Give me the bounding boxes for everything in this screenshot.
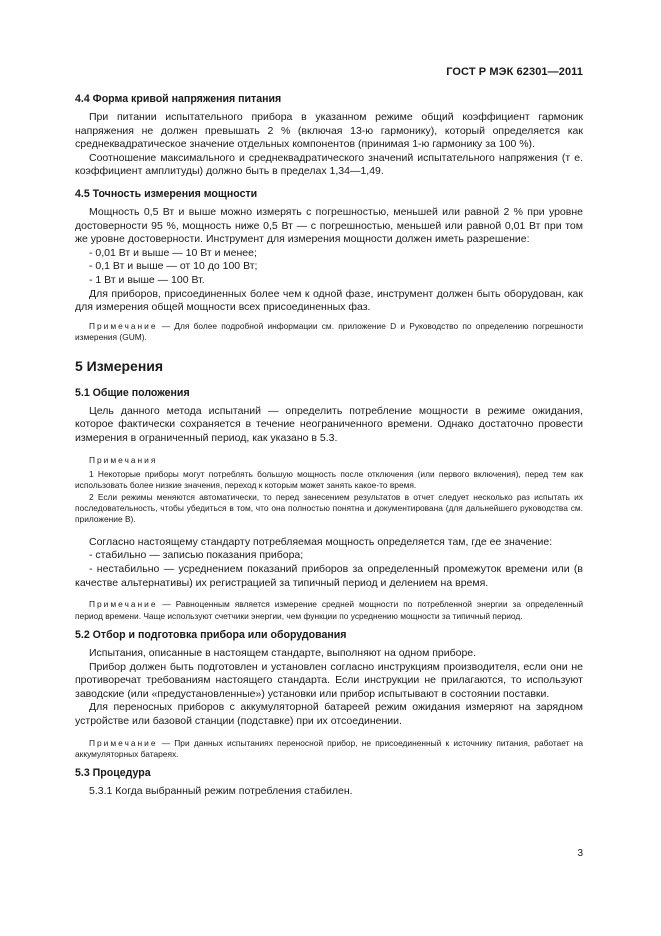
list-item: - стабильно — записью показания прибора; xyxy=(89,549,304,562)
page-number: 3 xyxy=(577,848,583,859)
note-label: Примечание xyxy=(89,320,158,331)
section-5-2-title: 5.2 Отбор и подготовка прибора или оборудования xyxy=(75,628,347,641)
list-item: - 1 Вт и выше — 100 Вт. xyxy=(89,273,205,286)
notes-heading: Примечания xyxy=(89,455,158,466)
paragraph: Для переносных приборов с аккумуляторной батареей режим ожидания измеряют на зарядном устройстве или базовой станции (подставке) при их отсоединении. xyxy=(75,701,583,727)
note-text: — Равноценным является измерение средней мощности по потребленной энергии за определенный период времени. Чаще используют счетчики энергии, чем функции по усреднению мощности за типичный период. xyxy=(75,599,583,621)
note-text: — Для более подробной информации см. приложение D и Руководство по определению погрешности измерения (GUM). xyxy=(75,320,583,343)
note xyxy=(75,599,583,622)
note-label: Примечание xyxy=(89,737,158,748)
note xyxy=(75,321,583,344)
list-item: - 0,1 Вт и выше — от 10 до 100 Вт; xyxy=(89,260,258,273)
paragraph: Для приборов, присоединенных более чем к одной фазе, инструмент должен быть оборудован, как для измерения общей мощности всех присоединенных фаз. xyxy=(75,287,583,314)
section-5-1-title: 5.1 Общие положения xyxy=(75,386,190,399)
note-item: 2 Если режимы меняются автоматически, то перед занесением результатов в отчет следует несколько раз испытать их последовательность, чтобы убедиться в том, что она полностью понятна и документирована (для дальнейшего руководства см. приложение В). xyxy=(75,491,583,525)
note-item: 1 Некоторые приборы могут потреблять большую мощность после отключения (или первого включения), перед тем как использовать более низкие значения, переход к которым может занять какое-то время. xyxy=(75,468,583,491)
note xyxy=(75,738,583,761)
paragraph: Цель данного метода испытаний — определить потребление мощности в режиме ожидания, которое фактически сохраняется в течение неограниченного времени. Однако достаточно провести измерения в ограниченный период, как указано в 5.3. xyxy=(75,404,583,444)
paragraph: При питании испытательного прибора в указанном режиме общий коэффициент гармоник напряжения не должен превышать 2 % (включая 13-ю гармонику), который определяется как среднеквадратическое значение отдельных компонентов (принимая 1-ю гармонику за 100 %). xyxy=(75,111,583,151)
section-4-5-title: 4.5 Точность измерения мощности xyxy=(75,187,258,200)
note-text: — При данных испытаниях переносной прибор, не присоединенный к источнику питания, работает на аккумуляторных батареях. xyxy=(75,737,583,759)
paragraph: Соотношение максимального и среднеквадратического значений испытательного напряжения (т е. коэффициент амплитуды) должно быть в пределах 1,34—1,49. xyxy=(75,151,583,178)
section-4-4-title: 4.4 Форма кривой напряжения питания xyxy=(75,93,282,105)
paragraph: Согласно настоящему стандарту потребляемая мощность определяется там, где ее значение: xyxy=(89,535,553,548)
note-label: Примечание xyxy=(89,599,158,610)
document-header: ГОСТ Р МЭК 62301—2011 xyxy=(446,66,583,78)
paragraph: Прибор должен быть подготовлен и установлен согласно инструкциям производителя, если они не противоречат требованиям настоящего стандарта. Если инструкции не прилагаются, то используют заводские (или «предустановленные») установки или прибор испытывают в состоянии поставки. xyxy=(75,660,583,700)
list-item: - нестабильно — усреднением показаний приборов за определенный промежуток времени или (в качестве альтернативы) их регистрацией за типичный период и делением на время. xyxy=(75,562,583,589)
paragraph: 5.3.1 Когда выбранный режим потребления стабилен. xyxy=(89,785,353,798)
paragraph: Испытания, описанные в настоящем стандарте, выполняют на одном приборе. xyxy=(89,646,477,659)
list-item: - 0,01 Вт и выше — 10 Вт и менее; xyxy=(89,246,257,259)
section-5-title: 5 Измерения xyxy=(75,357,164,374)
paragraph: Мощность 0,5 Вт и выше можно измерять с погрешностью, меньшей или равной 2 % при уровне достоверности 95 %, мощность ниже 0,5 Вт — с погрешностью, меньшей или равной 0,01 Вт при том же уровне достоверности. Инструмент для измерения мощности должен иметь разрешение: xyxy=(75,205,583,246)
section-5-3-title: 5.3 Процедура xyxy=(75,767,151,780)
